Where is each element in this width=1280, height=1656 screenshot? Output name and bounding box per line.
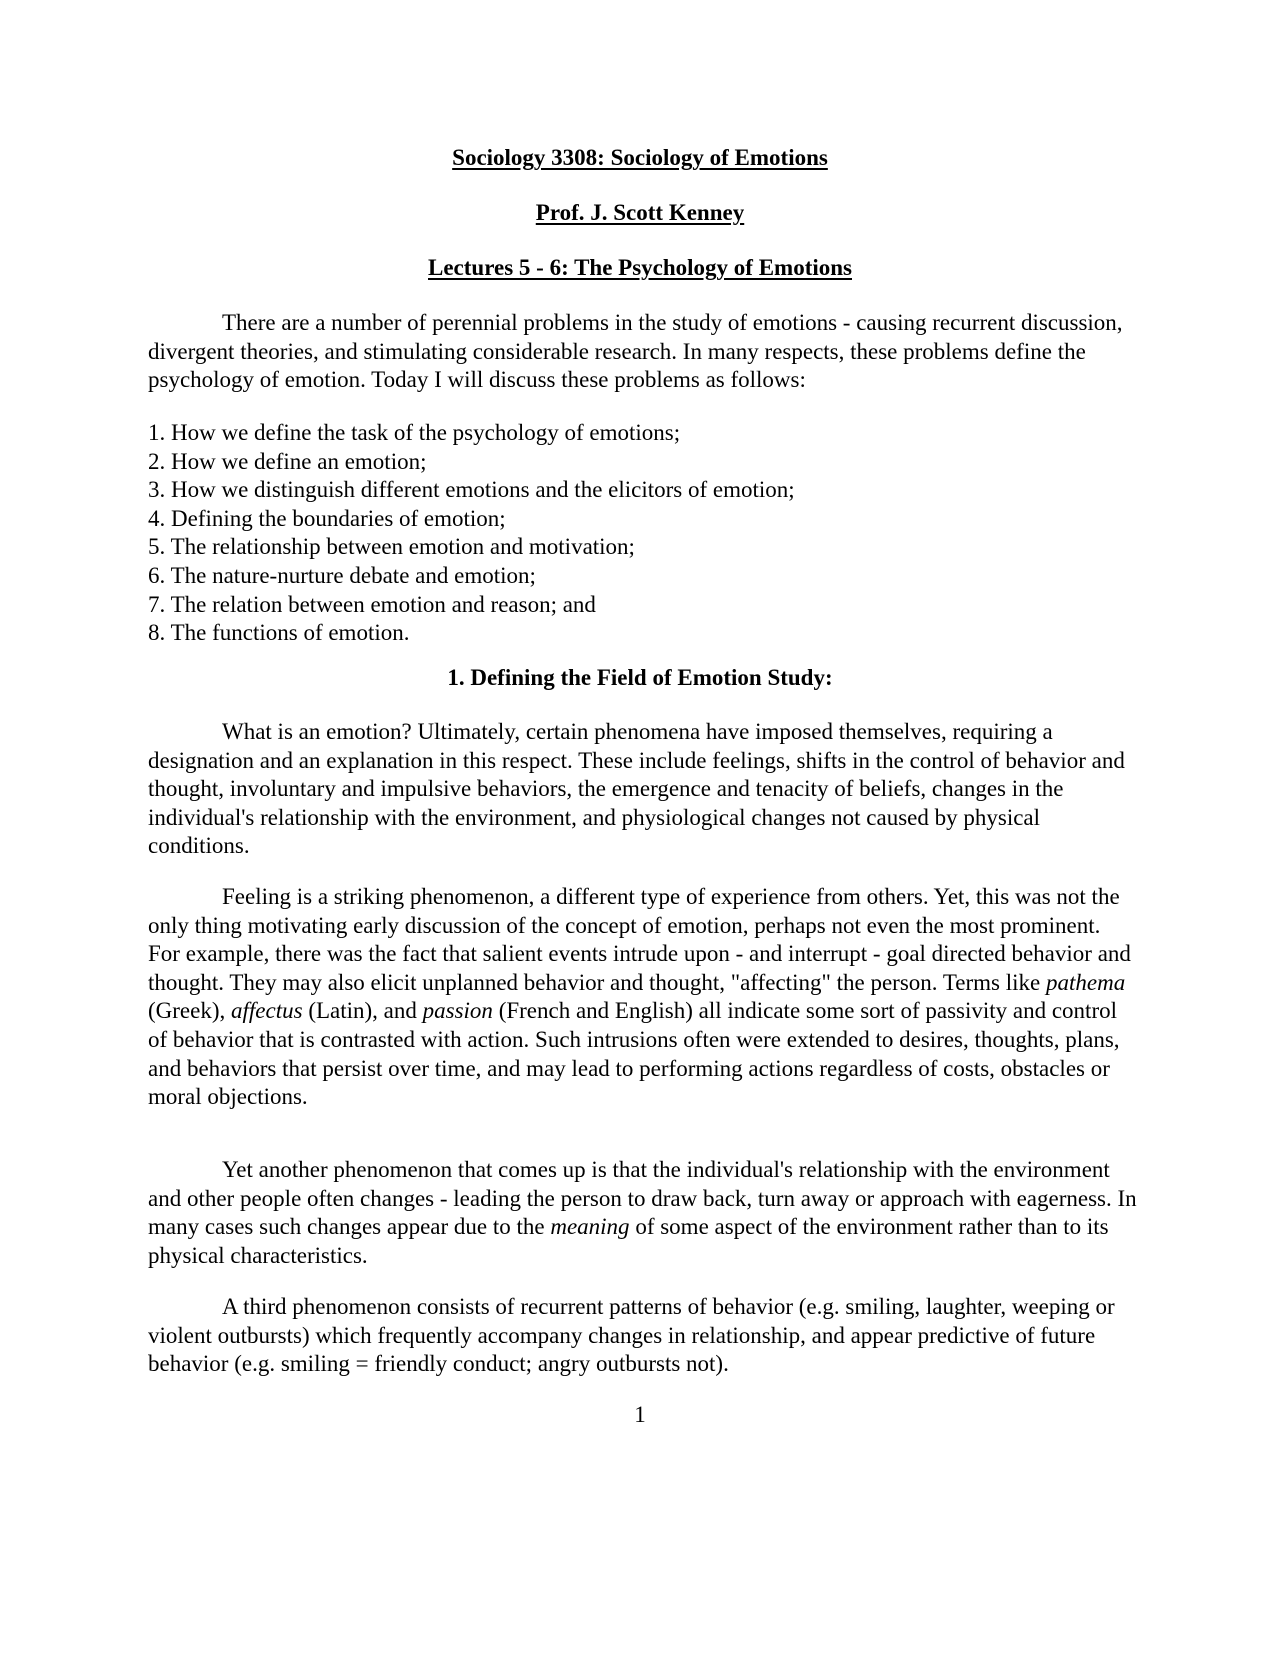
paragraph-feeling	[148, 883, 1138, 1112]
paragraph-text: (Latin), and	[302, 998, 423, 1024]
lecture-title-text: Lectures 5 - 6: The Psychology of Emotions	[428, 255, 852, 280]
emphasis-meaning: meaning	[550, 1214, 630, 1240]
paragraph-what-is-emotion: What is an emotion? Ultimately, certain phenomena have imposed themselves, requiring a designation and an explanation in this respect. These include feelings, shifts in the control of behavior and thought, involuntary and impulsive behaviors, the emergence and tenacity of beliefs, changes in the individual's relationship with the environment, and physiological changes not caused by physical conditions.	[148, 719, 1125, 859]
professor-name	[0, 199, 1280, 227]
paragraph-text: (French and English) all indicate some sort of passivity and control of behavior that is contrasted with action. Such intrusions often were extended to desires, thoughts, plans, and behaviors that persist over time, and may lead to performing actions regardless of costs, obstacles or moral objections.	[148, 998, 1120, 1110]
problem-list	[148, 419, 1138, 648]
list-item: 7. The relation between emotion and reason; and	[148, 591, 596, 617]
list-item: 3. How we distinguish different emotions and the elicitors of emotion;	[148, 477, 795, 503]
paragraph-text: Feeling is a striking phenomenon, a different type of experience from others. Yet, this was not the only thing motivating early discussion of the concept of emotion, perhaps not even the most prominent. For example, there was the fact that salient events intrude upon - and interrupt - goal directed behavior and thought. They may also elicit unplanned behavior and thought, "affecting" the person. Terms like	[148, 884, 1131, 995]
paragraph-relationship	[148, 1156, 1138, 1270]
paragraph-text: of some aspect of the environment rather than to its physical characteristics.	[148, 1214, 1109, 1268]
list-item: 8. The functions of emotion.	[148, 620, 410, 646]
page-number: 1	[634, 1402, 646, 1427]
section-heading: 1. Defining the Field of Emotion Study:	[447, 665, 833, 690]
paragraph-text: (Greek),	[148, 998, 232, 1024]
paragraph-behavior-patterns: A third phenomenon consists of recurrent patterns of behavior (e.g. smiling, laughter, weeping or violent outbursts) which frequently accompany changes in relationship, and appear predictive of future behavior (e.g. smiling = friendly conduct; angry outbursts not).	[148, 1294, 1115, 1377]
term-pathema: pathema	[1046, 969, 1126, 995]
professor-name-text: Prof. J. Scott Kenney	[535, 200, 745, 225]
paragraph-text: Yet another phenomenon that comes up is that the individual's relationship with the environment and other people often changes - leading the person to draw back, turn away or approach with eagerness. In many cases such changes appear due to the	[148, 1157, 1137, 1240]
term-affectus: affectus	[231, 998, 303, 1024]
list-item: 4. Defining the boundaries of emotion;	[148, 505, 506, 531]
list-item: 2. How we define an emotion;	[148, 448, 427, 474]
course-title	[0, 144, 1280, 172]
list-item: 5. The relationship between emotion and motivation;	[148, 534, 635, 560]
lecture-title	[0, 254, 1280, 282]
intro-paragraph: There are a number of perennial problems in the study of emotions - causing recurrent discussion, divergent theories, and stimulating considerable research. In many respects, these problems define the psychology of emotion. Today I will discuss these problems as follows:	[148, 310, 1123, 393]
course-title-text: Sociology 3308: Sociology of Emotions	[452, 145, 828, 170]
list-item: 6. The nature-nurture debate and emotion;	[148, 562, 536, 588]
list-item: 1. How we define the task of the psychology of emotions;	[148, 420, 681, 445]
term-passion: passion	[422, 998, 493, 1024]
